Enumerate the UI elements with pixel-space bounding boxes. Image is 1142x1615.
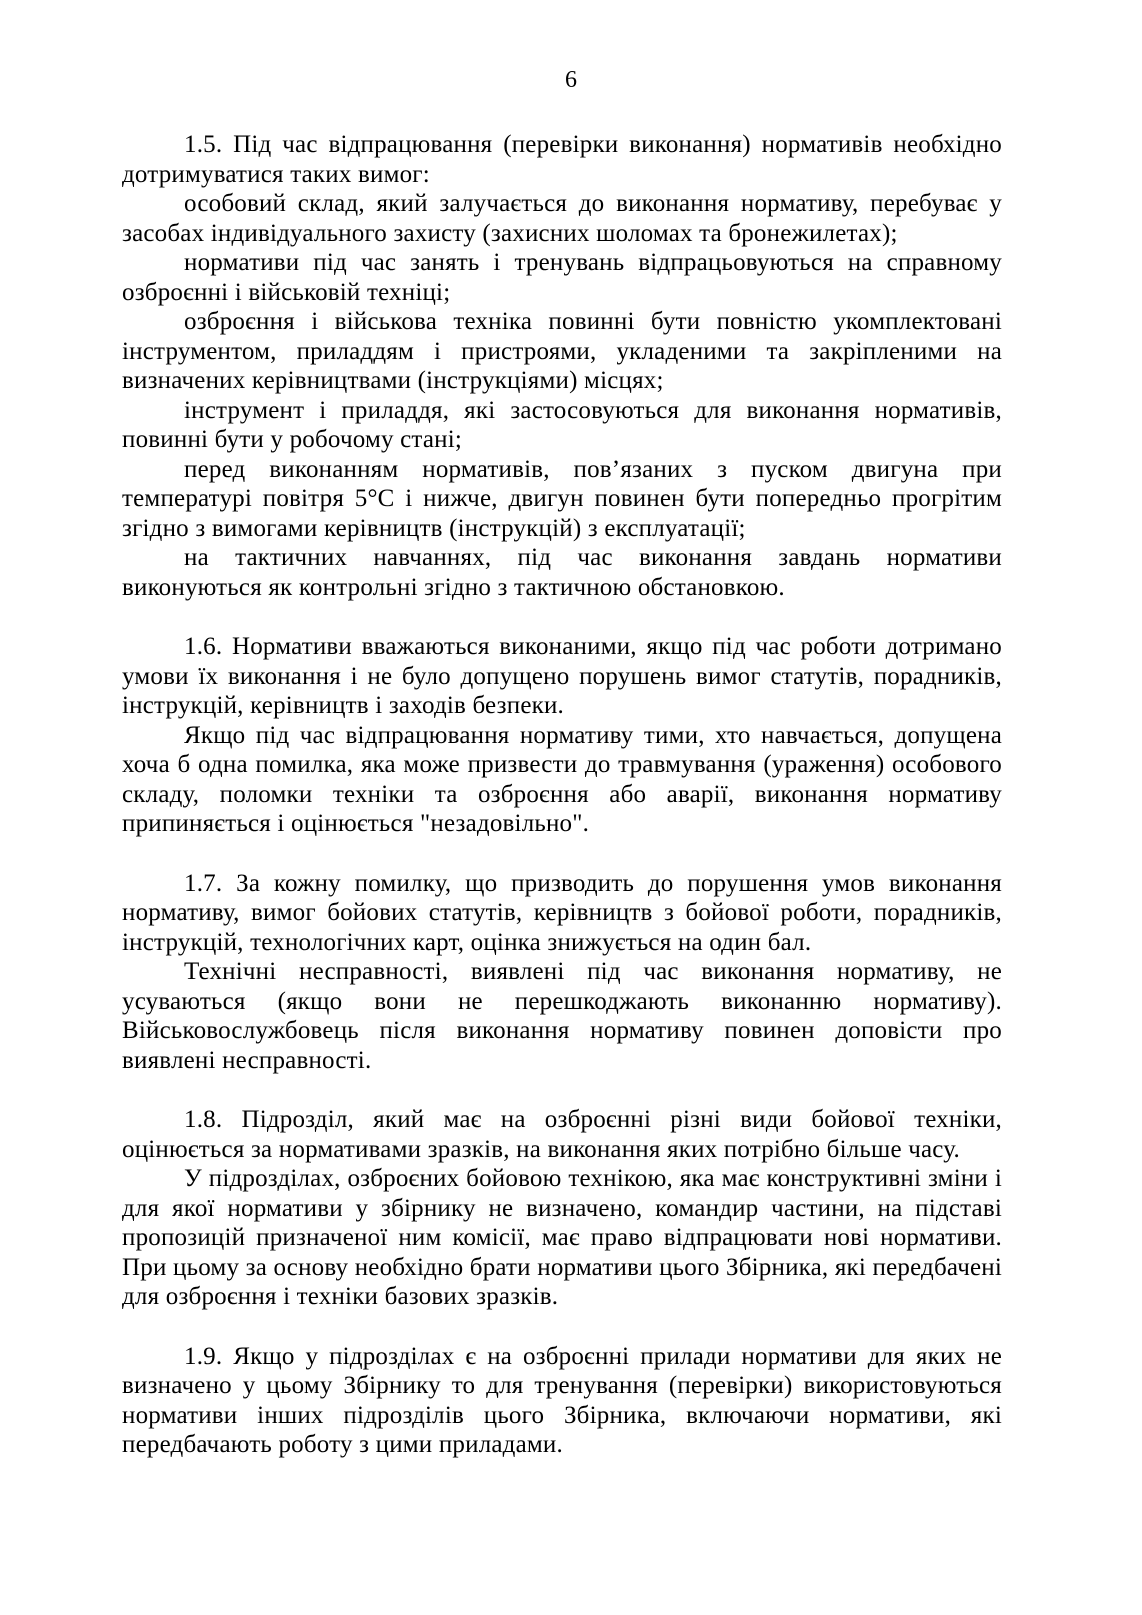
paragraph-1-5-item-engine: перед виконанням нормативів, пов’язаних з пуском двигуна при температурі повітря 5°С і нижче, двигун повинен бути попередньо прогрітим згідно з вимогами керівництв (інструкцій) з експлуатації; [122, 455, 1002, 542]
paragraph-1-5-item-training: нормативи під час занять і тренувань відпрацьовуються на справному озброєнні і військовій техніці; [122, 249, 1002, 306]
paragraph-1-5: 1.5. Під час відпрацювання (перевірки виконання) нормативів необхідно дотримуватися таких вимог: [122, 131, 1002, 188]
paragraph-1-5-item-tools: інструмент і приладдя, які застосовуються для виконання нормативів, повинні бути у робочому стані; [122, 396, 1002, 453]
paragraph-1-8-continued: У підрозділах, озброєних бойовою технікою, яка має конструктивні зміни і для якої нормативи у збірнику не визначено, командир частини, на підставі пропозицій призначеної ним комісії, має право відпрацювати нові нормативи. При цьому за основу необхідно брати нормативи цього Збірника, які передбачені для озброєння і техніки базових зразків. [122, 1165, 1002, 1310]
paragraph-1-7-continued: Технічні несправності, виявлені під час виконання нормативу, не усуваються (якщо вони не перешкоджають виконанню нормативу). Військовослужбовець після виконання нормативу повинен доповісти про виявлені несправності. [122, 958, 1002, 1074]
paragraph-1-7: 1.7. За кожну помилку, що призводить до порушення умов виконання нормативу, вимог бойових статутів, керівництв з бойової роботи, порадників, інструкцій, технологічних карт, оцінка знижується на один бал. [122, 869, 1002, 956]
document-body [122, 130, 1002, 1460]
page-number: 6 [565, 67, 577, 93]
paragraph-1-5-item-equipment: озброєння і військова техніка повинні бути повністю укомплектовані інструментом, приладдям і пристроями, укладеними та закріпленими на визначених керівництвами (інструкціями) місцях; [122, 308, 1002, 394]
paragraph-1-5-item-personnel: особовий склад, який залучається до виконання нормативу, перебуває у засобах індивідуального захисту (захисних шоломах та бронежилетах); [122, 190, 1002, 247]
paragraph-1-5-item-tactical: на тактичних навчаннях, під час виконання завдань нормативи виконуються як контрольні згідно з тактичною обстановкою. [122, 544, 1002, 601]
paragraph-1-9: 1.9. Якщо у підрозділах є на озброєнні прилади нормативи для яких не визначено у цьому Збірнику то для тренування (перевірки) використовуються нормативи інших підрозділів цього Збірника, включаючи нормативи, які передбачають роботу з цими приладами. [122, 1342, 1002, 1458]
paragraph-1-6-continued: Якщо під час відпрацювання нормативу тими, хто навчається, допущена хоча б одна помилка, яка може призвести до травмування (ураження) особового складу, поломки техніки та озброєння або аварії, виконання нормативу припиняється і оцінюється "незадовільно". [122, 721, 1002, 837]
paragraph-1-6: 1.6. Нормативи вважаються виконаними, якщо під час роботи дотримано умови їх виконання і не було допущено порушень вимог статутів, порадників, інструкцій, керівництв і заходів безпеки. [122, 633, 1002, 719]
paragraph-1-8: 1.8. Підрозділ, який має на озброєнні різні види бойової техніки, оцінюється за нормативами зразків, на виконання яких потрібно більше часу. [122, 1106, 1002, 1163]
